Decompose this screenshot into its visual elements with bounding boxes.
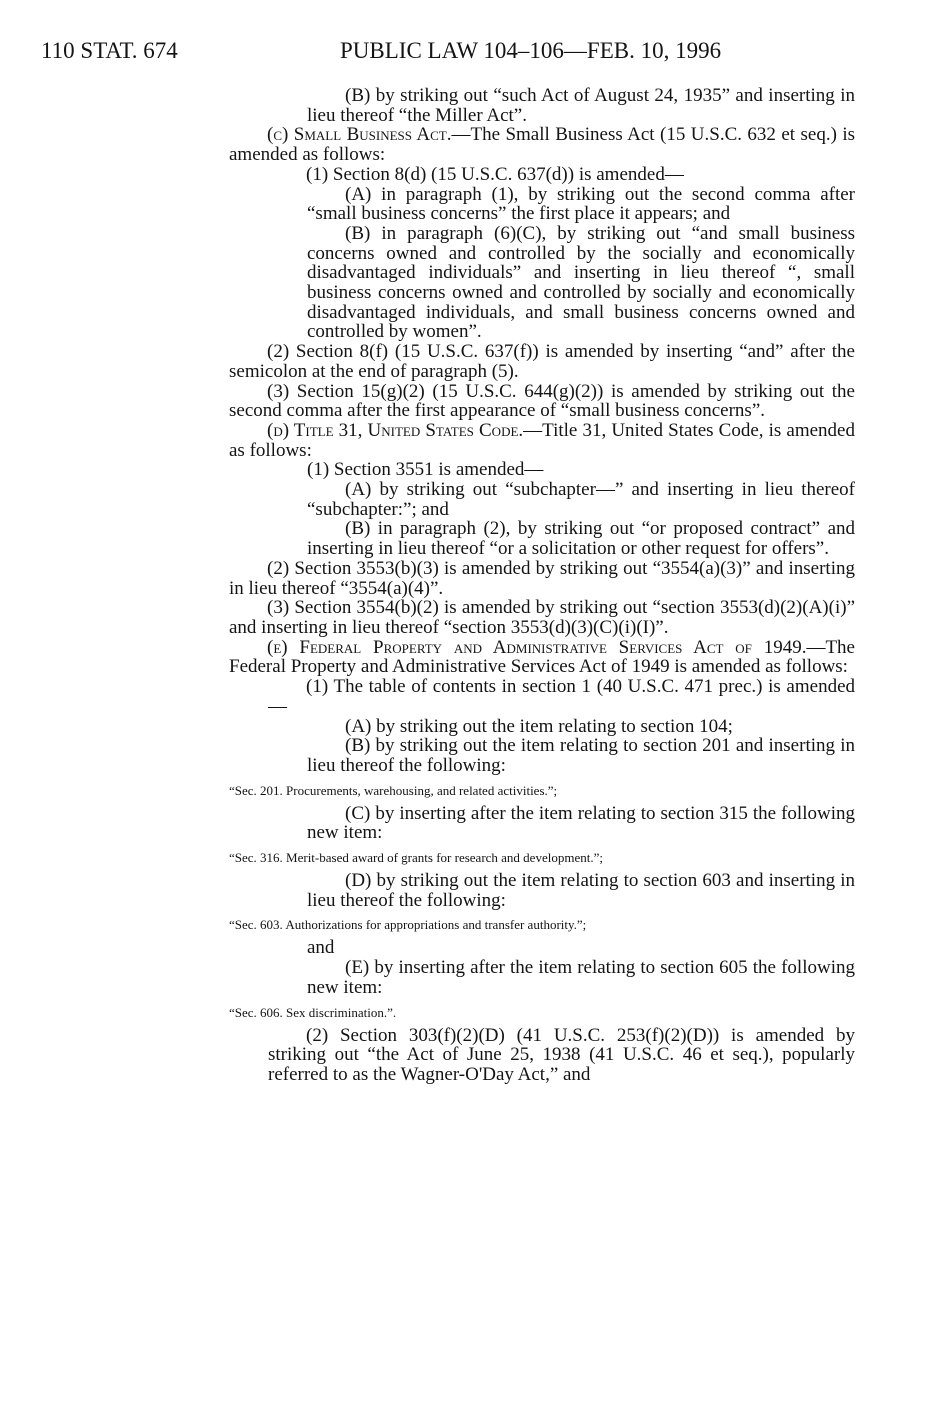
document-body — [229, 86, 855, 1085]
paragraph: (1) Section 3551 is amended— — [307, 459, 544, 481]
running-head: PUBLIC LAW 104–106—FEB. 10, 1996 — [340, 38, 722, 63]
table-of-contents-entry: “Sec. 606. Sex discrimination.”. — [229, 1004, 397, 1020]
paragraph: and — [307, 937, 335, 959]
paragraph: (C) by inserting after the item relating to section 315 the following new item: — [307, 802, 855, 844]
paragraph: (B) in paragraph (6)(C), by striking out “and small business concerns owned and controlled by the socially and economically disadvantaged individuals” and inserting in lieu thereof “, small business concerns owned and controlled by socially and economically disadvantaged individuals, and small business concerns owned and controlled by women”. — [307, 222, 855, 343]
paragraph: (A) by striking out the item relating to section 104; — [345, 715, 733, 737]
table-of-contents-entry: “Sec. 316. Merit-based award of grants for research and development.”; — [229, 850, 603, 866]
paragraph: (D) by striking out the item relating to section 603 and inserting in lieu thereof the following: — [307, 870, 855, 911]
paragraph: (B) by striking out “such Act of August 24, 1935” and inserting in lieu thereof “the Miller Act”. — [307, 85, 855, 126]
heading-d: (d) Title 31, United States Code. — [267, 419, 524, 441]
paragraph: (1) The table of contents in section 1 (40 U.S.C. 471 prec.) is amended— — [268, 676, 855, 717]
paragraph: (2) Section 3553(b)(3) is amended by striking out “3554(a)(3)” and inserting in lieu thereof “3554(a)(4)”. — [229, 557, 855, 599]
paragraph: (2) Section 8(f) (15 U.S.C. 637(f)) is amended by inserting “and” after the semicolon at the end of paragraph (5). — [229, 341, 855, 382]
section-c: (c) Small Business Act.—The Small Business Act (15 U.S.C. 632 et seq.) is amended as follows: — [229, 124, 856, 166]
paragraph: (B) by striking out the item relating to section 201 and inserting in lieu thereof the following: — [307, 735, 855, 776]
table-of-contents-entry: “Sec. 201. Procurements, warehousing, and related activities.”; — [229, 782, 558, 798]
paragraph: (B) in paragraph (2), by striking out “or proposed contract” and inserting in lieu thereof “or a solicitation or other request for offers”. — [307, 518, 855, 560]
section-e: (e) Federal Property and Administrative Services Act of 1949.—The Federal Property and Administrative Services Act of 1949 is amended as follows: — [229, 636, 855, 678]
paragraph: (3) Section 3554(b)(2) is amended by striking out “section 3553(d)(2)(A)(i)” and inserting in lieu thereof “section 3553(d)(3)(C)(i)(I)”. — [229, 597, 855, 638]
paragraph: (2) Section 303(f)(2)(D) (41 U.S.C. 253(f)(2)(D)) is amended by striking out “the Act of June 25, 1938 (41 U.S.C. 46 et seq.), popularly referred to as the Wagner-O'Day Act,” and — [268, 1024, 855, 1085]
heading-e: (e) Federal Property and Administrative Services Act of 1949. — [267, 636, 807, 658]
heading-c: (c) Small Business Act. — [267, 124, 452, 146]
table-of-contents-entry: “Sec. 603. Authorizations for appropriations and transfer authority.”; — [229, 917, 587, 933]
section-d: (d) Title 31, United States Code.—Title 31, United States Code, is amended as follows: — [229, 419, 855, 461]
page-stat-reference: 110 STAT. 674 — [41, 38, 178, 63]
paragraph: (3) Section 15(g)(2) (15 U.S.C. 644(g)(2)) is amended by striking out the second comma after the first appearance of “small business concerns”. — [229, 380, 855, 422]
paragraph: (E) by inserting after the item relating to section 605 the following new item: — [307, 957, 855, 998]
paragraph: (A) by striking out “subchapter—” and inserting in lieu thereof “subchapter:”; and — [307, 479, 855, 520]
paragraph: (A) in paragraph (1), by striking out the second comma after “small business concerns” the first place it appears; and — [307, 183, 855, 225]
paragraph: (1) Section 8(d) (15 U.S.C. 637(d)) is amended— — [306, 163, 684, 185]
